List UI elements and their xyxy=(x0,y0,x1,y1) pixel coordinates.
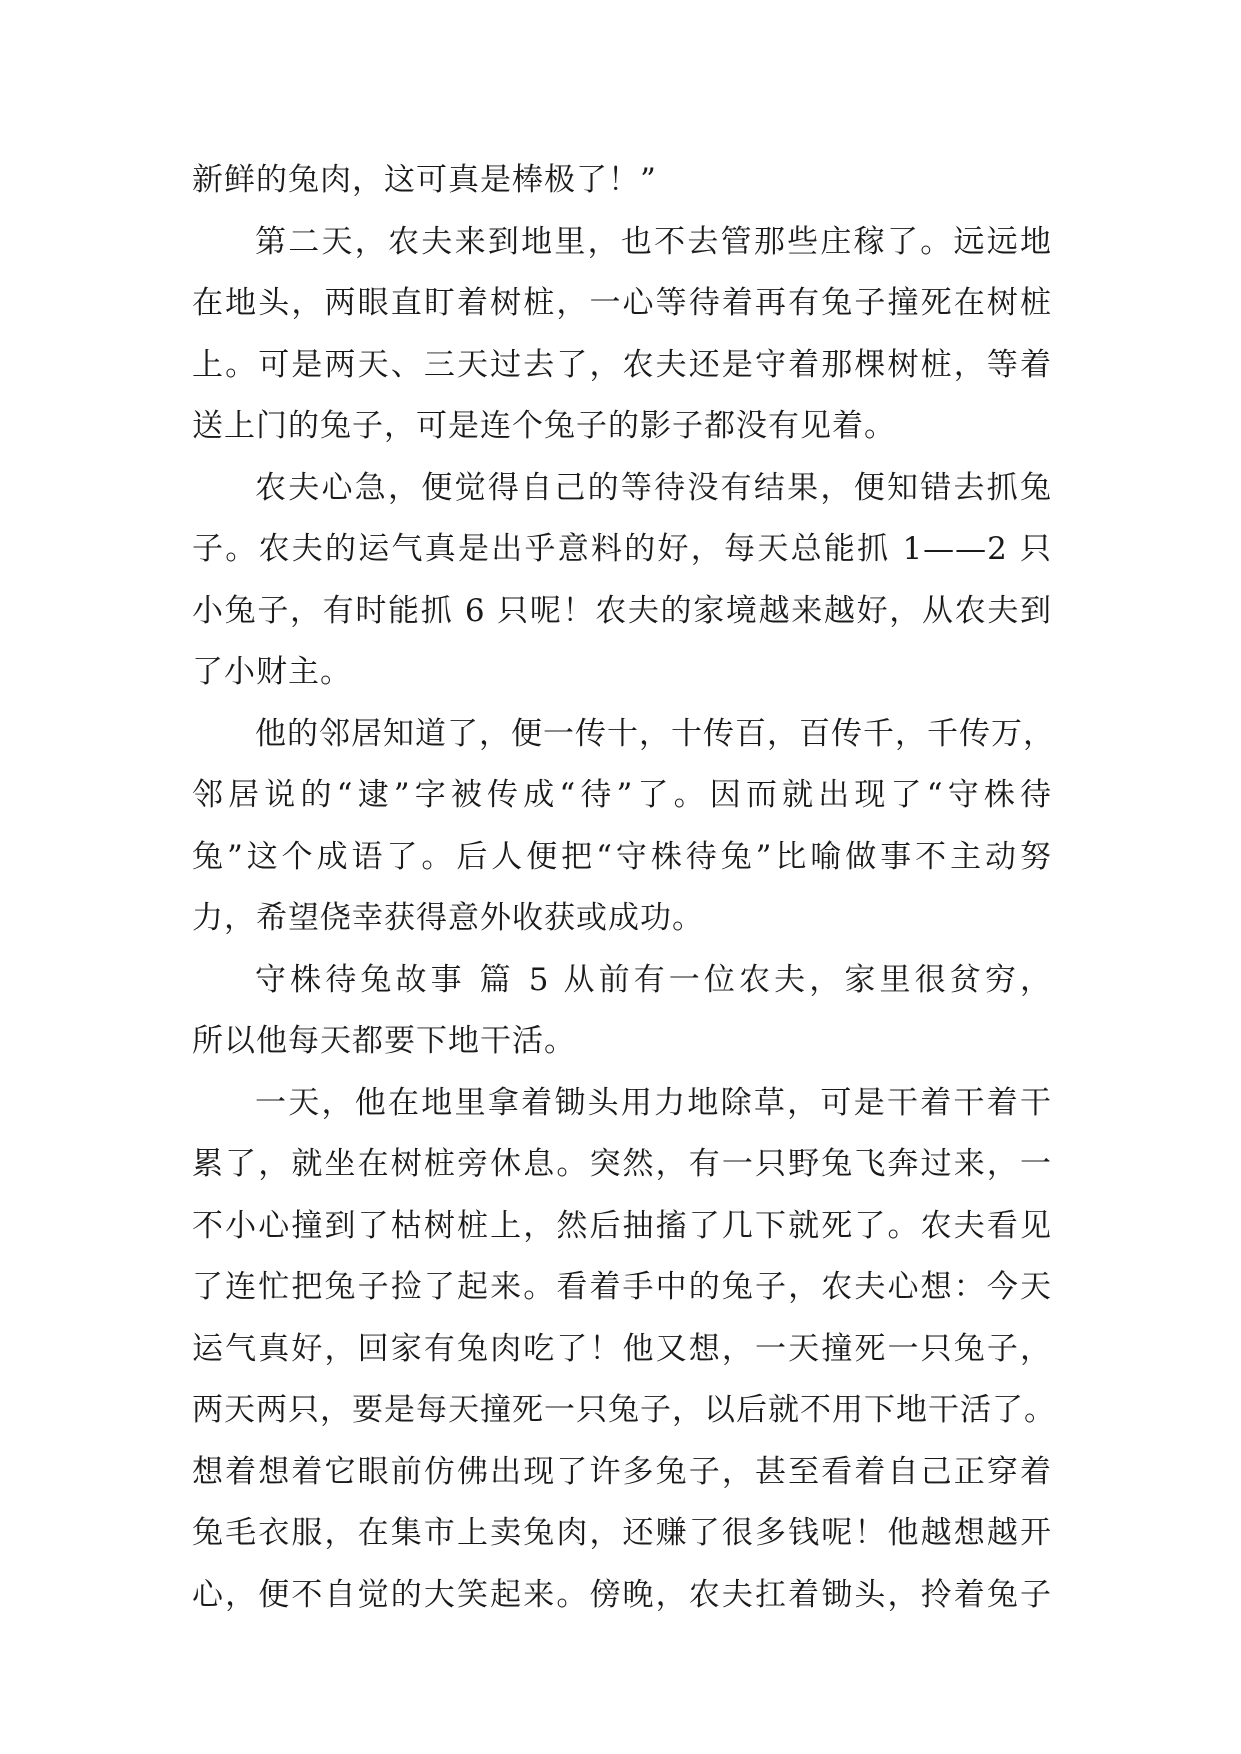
text-line: 农夫心急，便觉得自己的等待没有结果，便知错去抓兔 xyxy=(255,469,1052,506)
text-line: 小兔子，有时能抓 6 只呢！农夫的家境越来越好，从农夫到 xyxy=(192,592,1052,629)
text-line: 想着想着它眼前仿佛出现了许多兔子，甚至看着自己正穿着 xyxy=(192,1453,1052,1490)
text-line: 一天，他在地里拿着锄头用力地除草，可是干着干着干 xyxy=(255,1084,1052,1121)
text-line: 运气真好，回家有兔肉吃了！他又想，一天撞死一只兔子， xyxy=(192,1330,1052,1367)
text-line: 子。农夫的运气真是出乎意料的好，每天总能抓 1——2 只 xyxy=(192,531,1052,567)
text-line: 第二天，农夫来到地里，也不去管那些庄稼了。远远地 xyxy=(255,223,1052,260)
text-line: 了连忙把兔子捡了起来。看着手中的兔子，农夫心想：今天 xyxy=(192,1269,1052,1305)
text-line: 他的邻居知道了，便一传十，十传百，百传千，千传万， xyxy=(255,715,1055,752)
text-line: 不小心撞到了枯树桩上，然后抽搐了几下就死了。农夫看见 xyxy=(192,1207,1052,1244)
text-line: 了小财主。 xyxy=(192,654,352,690)
text-line: 送上门的兔子，可是连个兔子的影子都没有见着。 xyxy=(192,408,896,444)
text-line: 兔”这个成语了。后人便把“守株待兔”比喻做事不主动努 xyxy=(192,838,1052,875)
text-line: 上。可是两天、三天过去了，农夫还是守着那棵树桩，等着 xyxy=(192,346,1052,383)
text-line: 邻居说的“逮”字被传成“待”了。因而就出现了“守株待 xyxy=(192,777,1052,813)
text-line: 两天两只，要是每天撞死一只兔子，以后就不用下地干活了。 xyxy=(192,1392,1056,1428)
text-line: 力，希望侥幸获得意外收获或成功。 xyxy=(192,900,704,936)
text-line: 兔毛衣服，在集市上卖兔肉，还赚了很多钱呢！他越想越开 xyxy=(192,1515,1052,1551)
text-line: 累了，就坐在树桩旁休息。突然，有一只野兔飞奔过来，一 xyxy=(192,1146,1052,1182)
text-line: 心，便不自觉的大笑起来。傍晚，农夫扛着锄头，拎着兔子 xyxy=(192,1576,1052,1613)
document-page xyxy=(192,150,1056,1626)
text-line: 新鲜的兔肉，这可真是棒极了！” xyxy=(192,162,657,198)
section-heading-line: 守株待兔故事 篇 5 从前有一位农夫，家里很贫穷， xyxy=(255,961,1052,998)
text-line: 在地头，两眼直盯着树桩，一心等待着再有兔子撞死在树桩 xyxy=(192,285,1052,321)
text-line: 所以他每天都要下地干活。 xyxy=(192,1023,576,1059)
